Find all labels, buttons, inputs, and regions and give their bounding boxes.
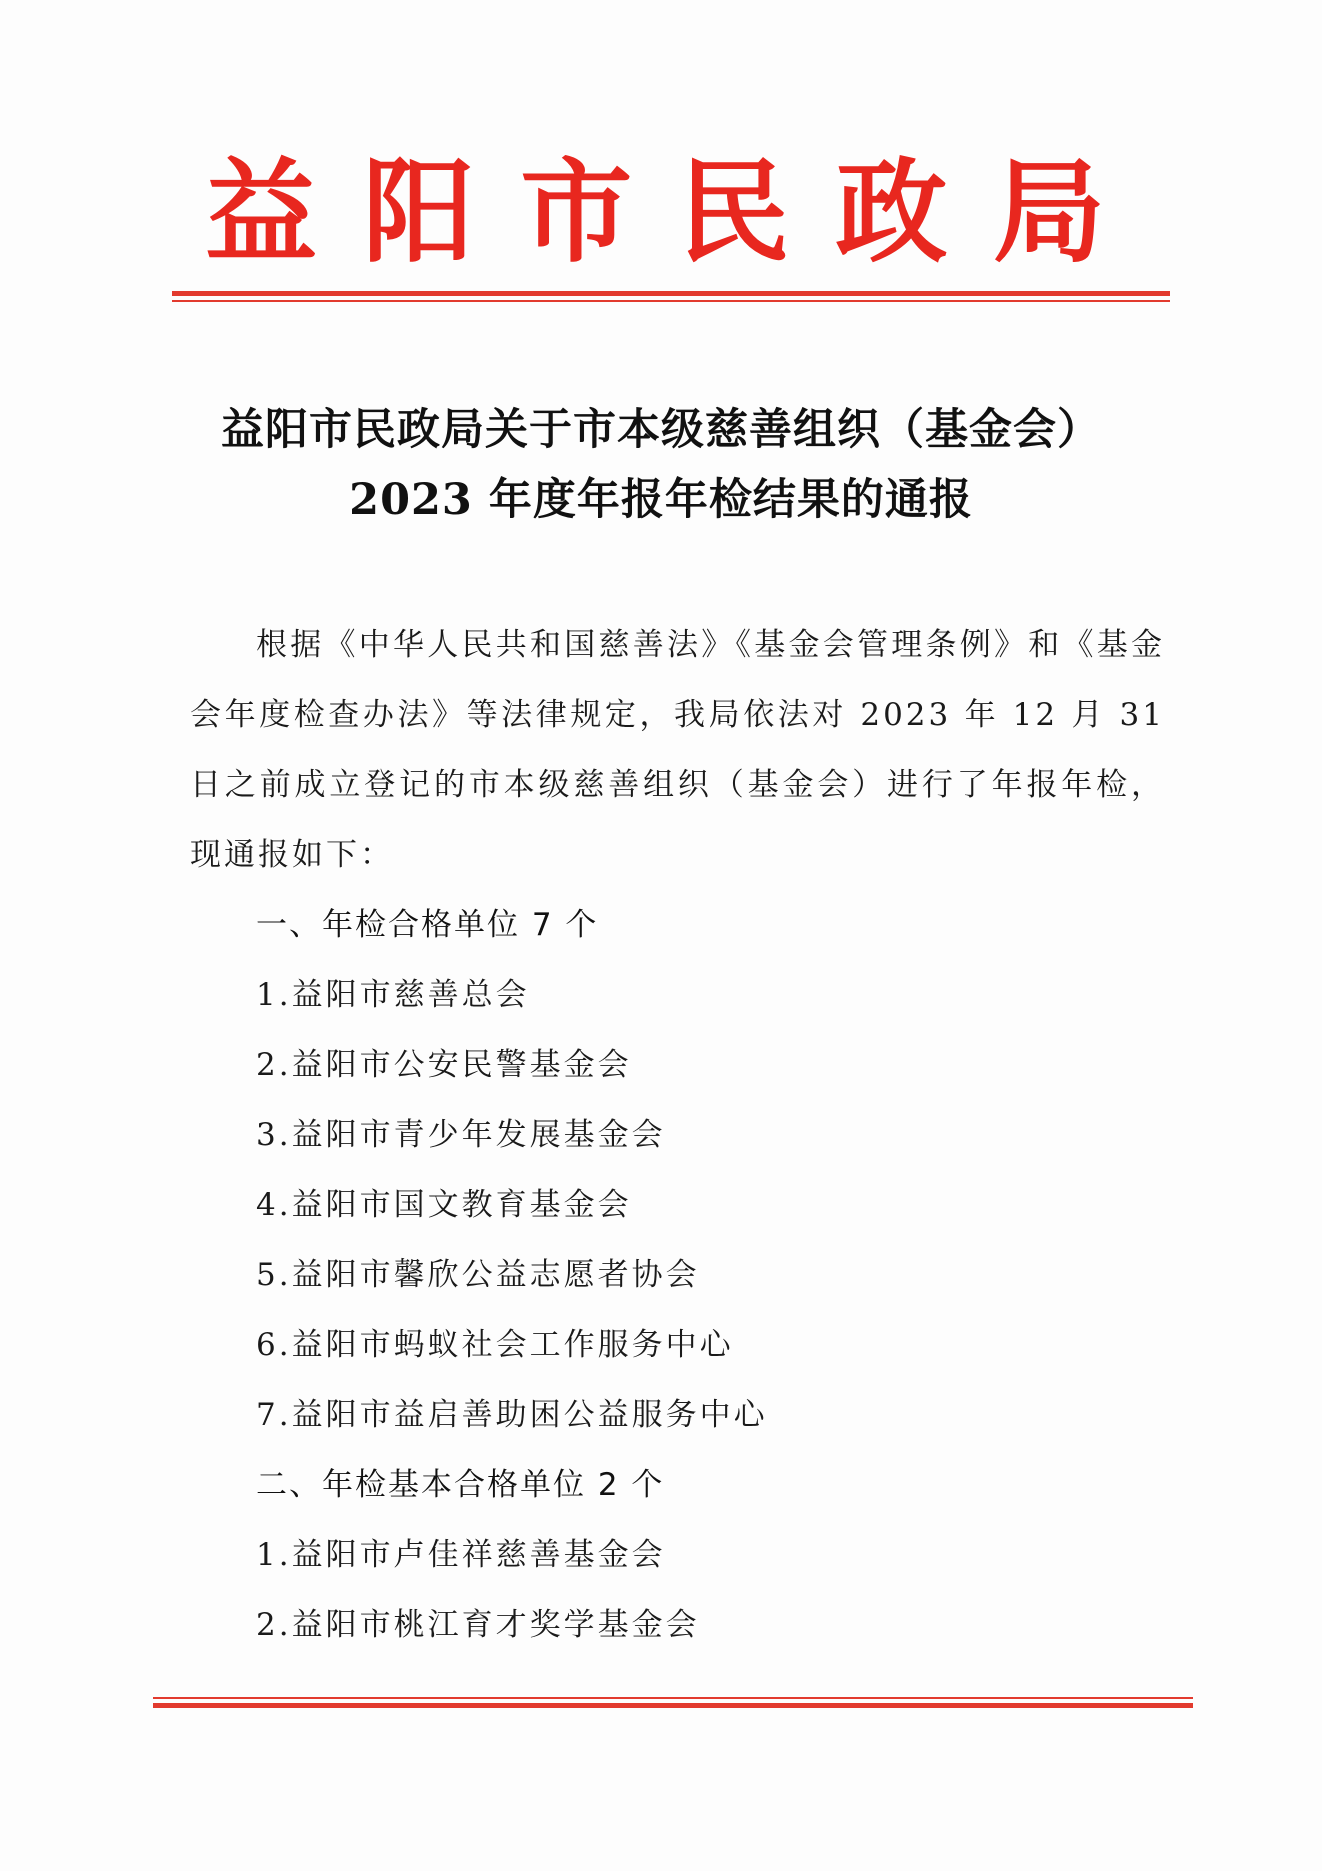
list-item: 2.益阳市公安民警基金会 (256, 1047, 632, 1083)
list-item: 4.益阳市国文教育基金会 (256, 1187, 632, 1223)
masthead-divider (172, 291, 1170, 302)
footer-divider (153, 1697, 1193, 1708)
list-item: 1.益阳市卢佳祥慈善基金会 (256, 1537, 666, 1573)
intro-paragraph: 根据《中华人民共和国慈善法》《基金会管理条例》和《基金会年度检查办法》等法律规定，我局依法对 2023 年 12 月 31 日之前成立登记的市本级慈善组织（基金会）进行了年报年检，现通报如下： (190, 627, 1165, 873)
list-item: 1.益阳市慈善总会 (256, 977, 530, 1013)
document-body (190, 610, 1165, 1660)
masthead-title (205, 148, 1105, 278)
list-item: 6.益阳市蚂蚁社会工作服务中心 (256, 1327, 734, 1363)
divider-thin-line (172, 300, 1170, 302)
list-item: 7.益阳市益启善助困公益服务中心 (256, 1397, 768, 1433)
masthead-char: 民 (677, 148, 790, 278)
section-heading-qualified: 一、年检合格单位 7 个 (256, 907, 599, 943)
section-heading-basically-qualified: 二、年检基本合格单位 2 个 (256, 1467, 665, 1503)
title-line-1: 益阳市民政局关于市本级慈善组织（基金会） (221, 405, 1101, 455)
masthead-char: 政 (835, 148, 948, 278)
list-item: 2.益阳市桃江育才奖学基金会 (256, 1607, 700, 1643)
title-line-2: 2023 年度年报年检结果的通报 (349, 475, 973, 525)
list-item: 5.益阳市馨欣公益志愿者协会 (256, 1257, 700, 1293)
document-title (140, 395, 1182, 535)
masthead-char: 阳 (362, 148, 475, 278)
divider-thick-line (172, 291, 1170, 296)
masthead-char: 局 (992, 148, 1105, 278)
masthead-char: 益 (205, 148, 317, 278)
list-item: 3.益阳市青少年发展基金会 (256, 1117, 666, 1153)
masthead-char: 市 (520, 148, 633, 278)
divider-thin-line (153, 1697, 1193, 1699)
divider-thick-line (153, 1703, 1193, 1708)
